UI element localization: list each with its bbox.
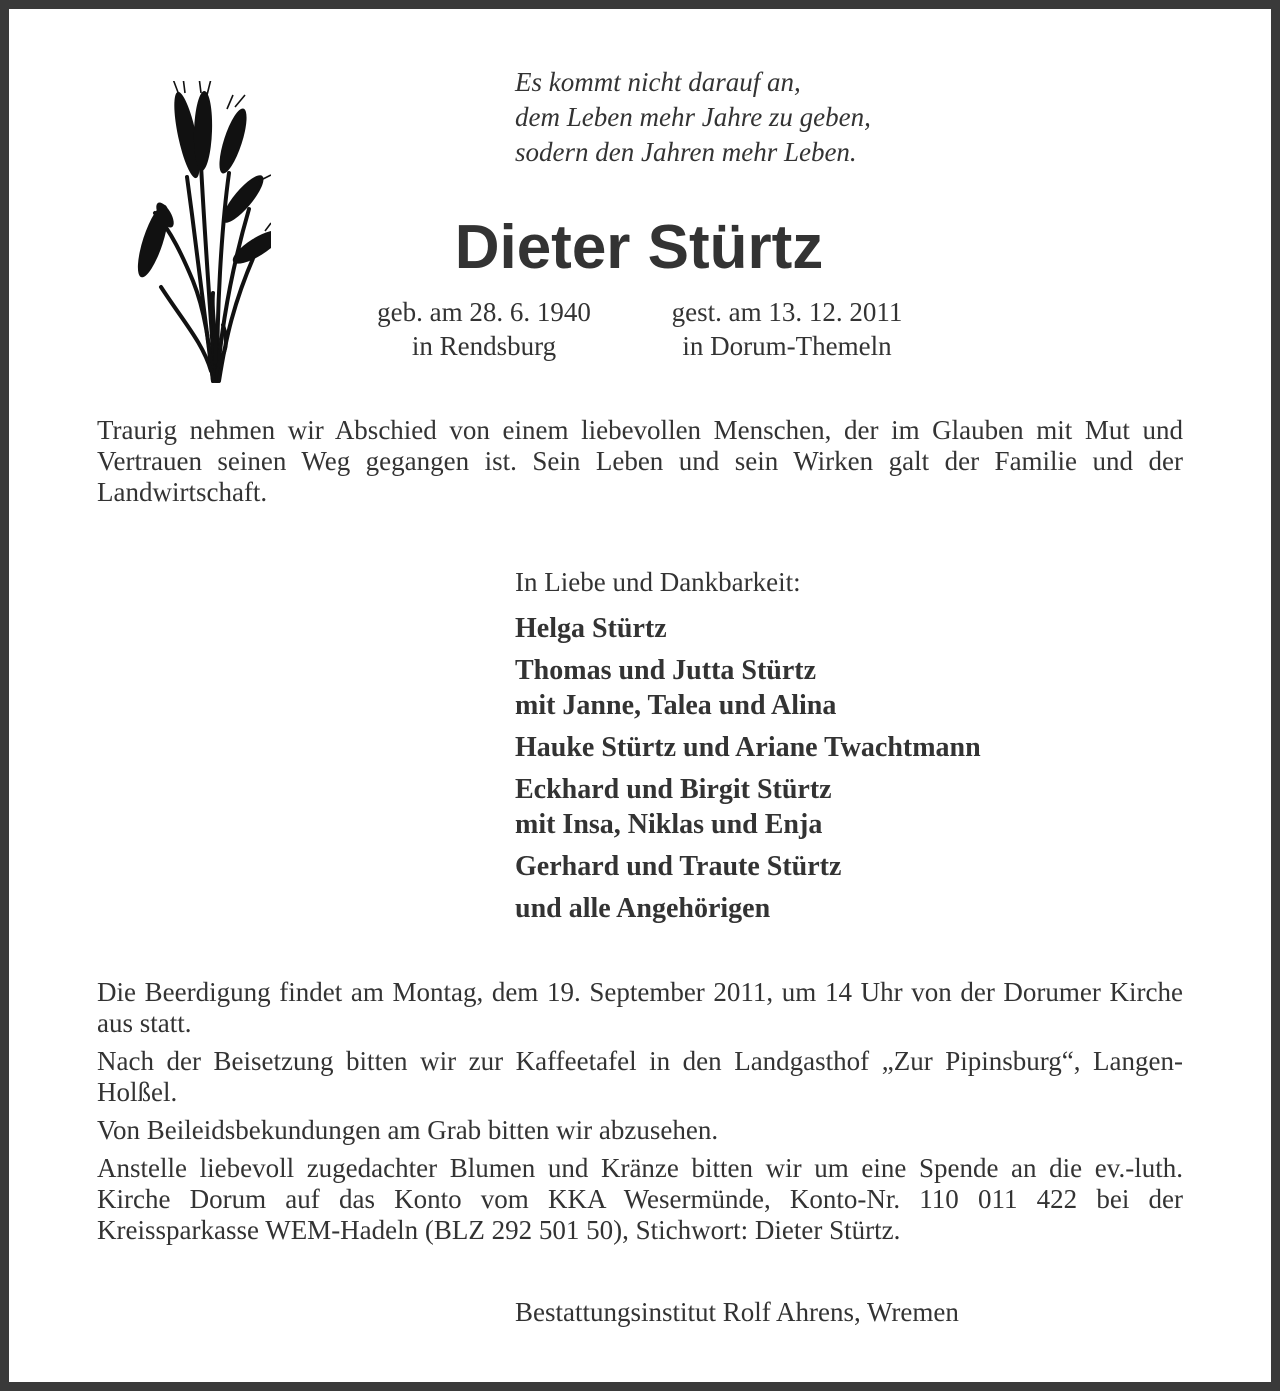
family-line: Helga Stürtz (515, 613, 667, 644)
family-group (515, 653, 981, 723)
family-group (515, 849, 981, 884)
family-line: und alle Angehörigen (515, 893, 771, 924)
condolence-paragraph: Von Beileidsbekundungen am Grab bitten wir abzusehen. (97, 1115, 719, 1145)
death-info (637, 295, 937, 363)
family-list (515, 611, 981, 933)
obituary-card (9, 9, 1271, 1382)
donation-paragraph: Anstelle liebevoll zugedachter Blumen und Kränze bitten wir um eine Spende an die ev.-luth. Kirche Dorum auf das Konto vom KKA Wesermünde, Konto-Nr. 110 011 422 bei der Kreissparkasse WEM-Hadeln (BLZ 292 501 50), Stichwort: Dieter Stürtz. (97, 1153, 1183, 1245)
family-group (515, 730, 981, 765)
family-line: Hauke Stürtz und Ariane Twachtmann (515, 732, 981, 763)
reception-paragraph: Nach der Beisetzung bitten wir zur Kaffeetafel in den Landgasthof „Zur Pipinsburg“, Langen-Holßel. (97, 1046, 1183, 1107)
birth-place: in Rendsburg (411, 331, 557, 361)
family-line: Thomas und Jutta Stürtz (515, 655, 817, 686)
thanks-heading: In Liebe und Dankbarkeit: (515, 567, 801, 597)
birth-info (344, 295, 624, 363)
birth-date: geb. am 28. 6. 1940 (377, 297, 591, 327)
motto-line: dem Leben mehr Jahre zu geben, (515, 102, 871, 132)
family-line: mit Janne, Talea und Alina (515, 690, 837, 721)
motto-line: Es kommt nicht darauf an, (515, 67, 801, 97)
undertaker-line: Bestattungsinstitut Rolf Ahrens, Wremen (515, 1297, 959, 1327)
intro-paragraph (97, 415, 1183, 515)
family-line: mit Insa, Niklas und Enja (515, 809, 823, 840)
death-place: in Dorum-Themeln (682, 331, 892, 361)
family-line: Gerhard und Traute Stürtz (515, 851, 842, 882)
death-date: gest. am 13. 12. 2011 (671, 297, 903, 327)
motto-quote (515, 65, 1115, 170)
motto-line: sodern den Jahren mehr Leben. (515, 137, 857, 167)
deceased-name: Dieter Stürtz (454, 213, 824, 282)
family-line: Eckhard und Birgit Stürtz (515, 774, 832, 805)
family-group (515, 611, 981, 646)
funeral-paragraph: Die Beerdigung findet am Montag, dem 19. September 2011, um 14 Uhr von der Dorumer Kirche aus statt. (97, 977, 1183, 1038)
family-group (515, 772, 981, 842)
intro-text: Traurig nehmen wir Abschied von einem liebevollen Menschen, der im Glauben mit Mut und Vertrauen seinen Weg gegangen ist. Sein Leben und sein Wirken galt der Familie und der Landwirtschaft. (97, 415, 1183, 507)
funeral-details (97, 977, 1183, 1253)
family-group (515, 891, 981, 926)
